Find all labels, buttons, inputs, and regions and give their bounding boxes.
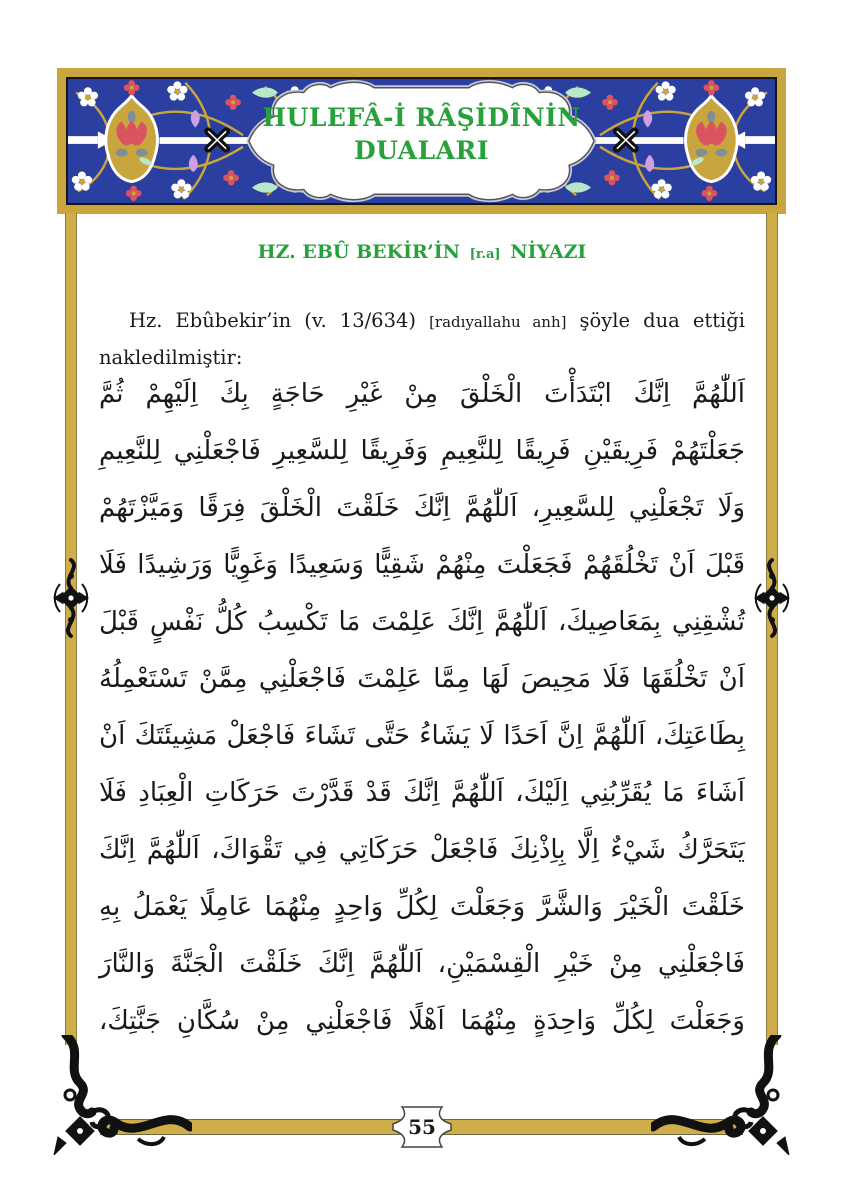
arabic-prayer-block [99,366,745,1050]
side-ornament-left-icon [50,556,92,640]
corner-flourish-right-icon [651,1035,791,1155]
page-number-plaque [389,1105,455,1149]
page-title-line2: DUALARI [353,136,490,165]
arabic-line: بِطَاعَتِكَ، اَللّٰهُمَّ اِنَّ اَحَدًا لَا يَشَاءُ حَتَّى تَشَاءَ فَاجْعَلْ مَشِيئَتَكَ اَنْ [99,721,745,751]
section-heading-ra: [r.a] [469,247,501,262]
arabic-line: خَلَقْتَ الْخَيْرَ وَالشَّرَّ وَجَعَلْتَ لِكُلِّ وَاحِدٍ مِنْهُمَا عَامِلًا يَعْمَلُ بِهِ [99,892,745,922]
arabic-line: وَلَا تَجْعَلْنِي لِلسَّعِيرِ، اَللّٰهُمَّ اِنَّكَ خَلَقْتَ الْخَلْقَ فِرَقًا وَمَيَّزْتَهُمْ [99,493,745,523]
section-heading-main: HZ. EBÛ BEKİR’İN [257,241,461,263]
side-ornament-right-icon [751,556,793,640]
arabic-line: اَشَاءَ مَا يُقَرِّبُنِي اِلَيْكَ، اَللّٰهُمَّ اِنَّكَ قَدْ قَدَّرْتَ حَرَكَاتِ الْعِبَادِ فَلَا [99,778,745,808]
page-title-line1: HULEFÂ-İ RÂŞİDÎNİN [262,103,581,132]
page-number: 55 [408,1115,436,1139]
arabic-line: تُشْقِنِي بِمَعَاصِيكَ، اَللّٰهُمَّ اِنَّكَ عَلِمْتَ مَا تَكْسِبُ كُلُّ نَفْسٍ قَبْلَ [99,607,745,637]
arabic-line: فَاجْعَلْنِي مِنْ خَيْرِ الْقِسْمَيْنِ، اَللّٰهُمَّ اِنَّكَ خَلَقْتَ الْجَنَّةَ وَالنَّارَ [99,949,745,979]
intro-tail: şöyle dua ettiği nakledilmiştir: [99,308,745,369]
intro-lead: Hz. Ebûbekir’in (v. 13/634) [129,308,430,332]
corner-flourish-left-icon [52,1035,192,1155]
arabic-line: وَجَعَلْتَ لِكُلِّ وَاحِدَةٍ مِنْهُمَا اَهْلًا فَاجْعَلْنِي مِنْ سُكَّانِ جَنَّتِكَ، [99,1006,745,1036]
page-title [212,101,632,167]
intro-bracket: [radıyallahu anh] [429,312,567,331]
section-heading-tail: NİYAZI [510,241,587,263]
arabic-line: يَتَحَرَّكُ شَيْءٌ اِلَّا بِاِذْنِكَ فَاجْعَلْ حَرَكَاتِي فِي تَقْوَاكَ، اَللّٰهُمَّ اِنَّكَ [99,835,745,865]
section-heading [99,241,745,263]
chapter-header [57,68,786,214]
arabic-line: اَنْ تَخْلُقَهَا فَلَا مَحِيصَ لَهَا مِمَّا عَلِمْتَ فَاجْعَلْنِي مِمَّنْ تَسْتَعْمِلُهُ [99,664,745,694]
arabic-line: اَللّٰهُمَّ اِنَّكَ ابْتَدَأْتَ الْخَلْقَ مِنْ غَيْرِ حَاجَةٍ بِكَ اِلَيْهِمْ ثُمَّ [99,379,745,409]
arabic-line: جَعَلْتَهُمْ فَرِيقَيْنِ فَرِيقًا لِلنَّعِيمِ وَفَرِيقًا لِلسَّعِيرِ فَاجْعَلْنِي لِلنَّعِيمِ [99,436,745,466]
intro-paragraph [99,303,745,375]
header-pattern-area [66,77,777,205]
arabic-line: قَبْلَ اَنْ تَخْلُقَهُمْ فَجَعَلْتَ مِنْهُمْ شَقِيًّا وَسَعِيدًا وَغَوِيًّا وَرَشِيدًا فَلَا [99,550,745,580]
